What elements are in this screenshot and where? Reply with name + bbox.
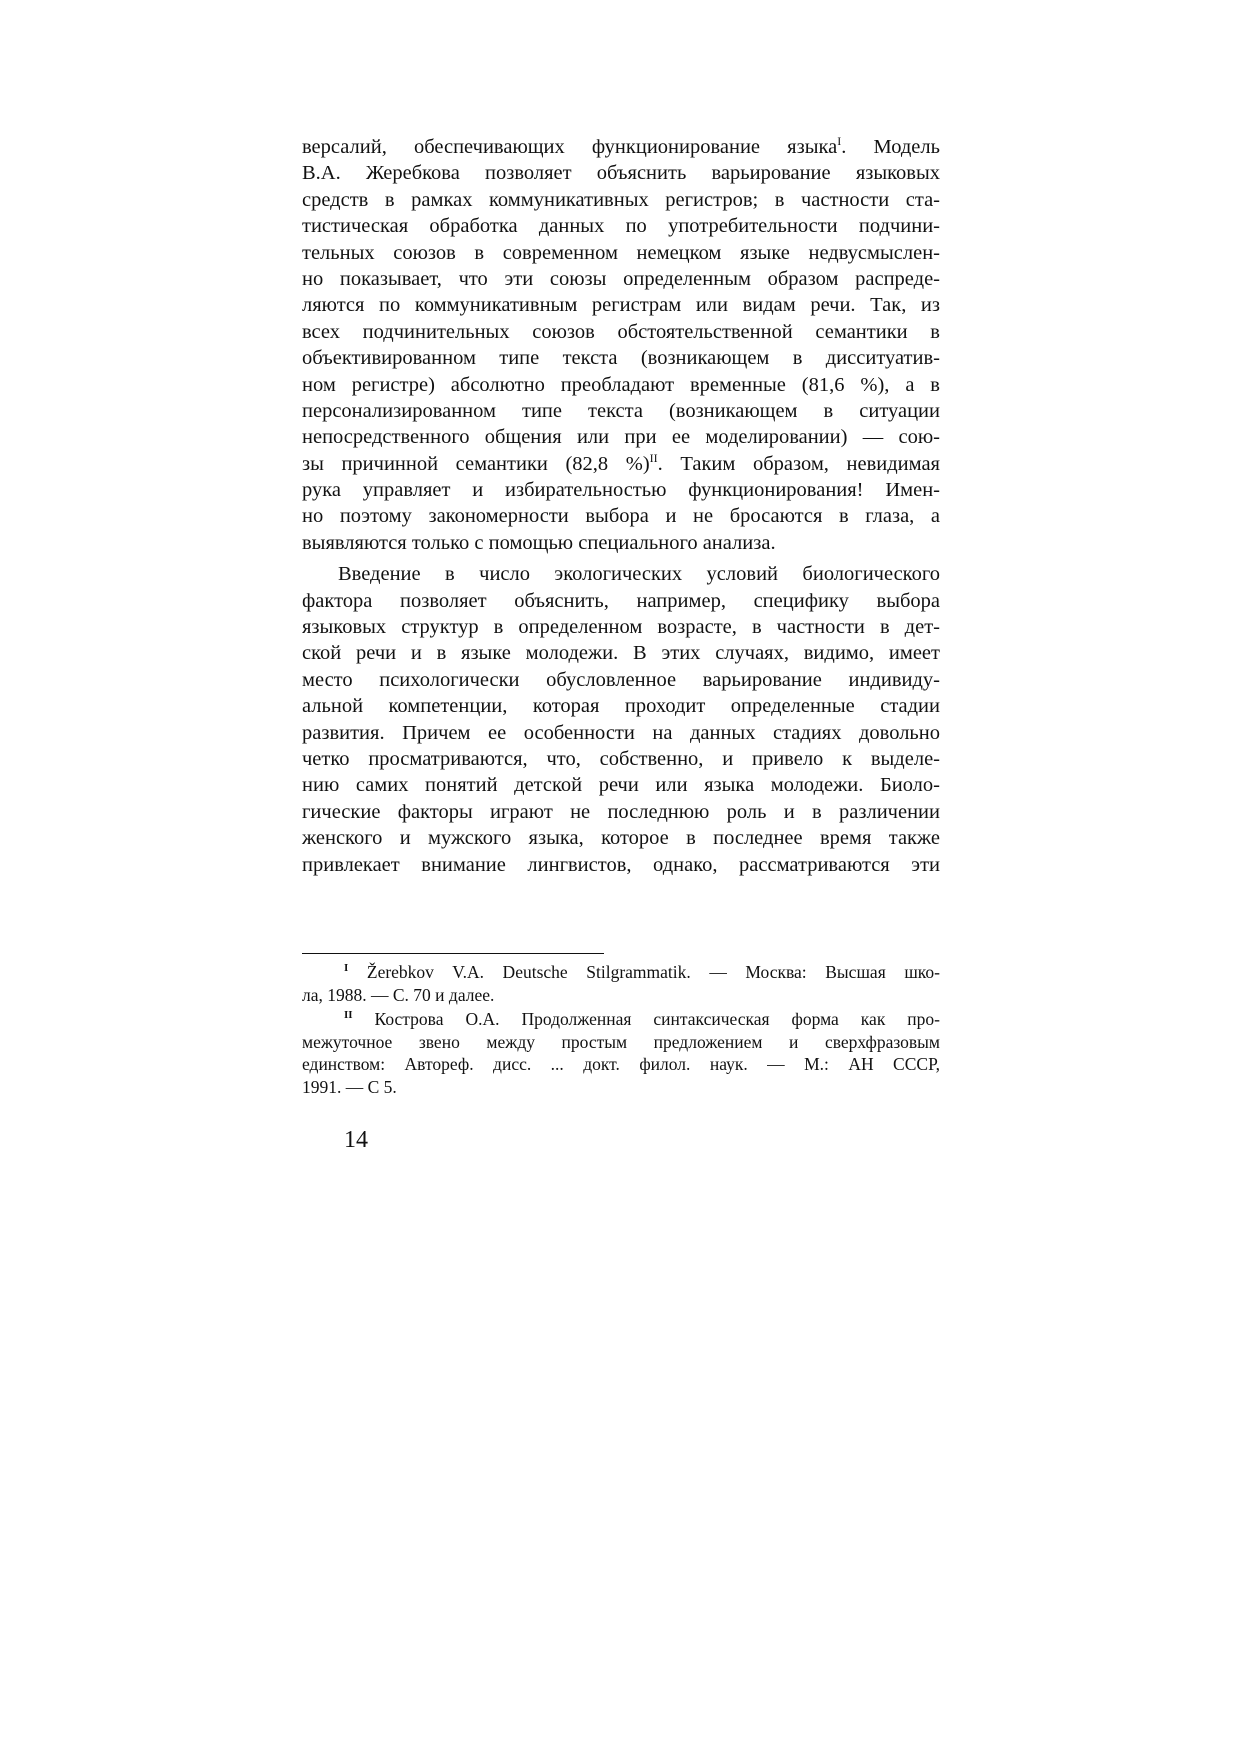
text-line: выявляются только с помощью специального анализа.: [302, 531, 776, 554]
text-line: ном регистре) абсолютно преобладают временные (81,6 %), а в: [302, 373, 940, 396]
text-line: нию самих понятий детской речи или языка молодежи. Биоло-: [302, 774, 940, 797]
text-line: рука управляет и избирательностью функционирования! Имен-: [302, 479, 940, 502]
text-line: привлекает внимание лингвистов, однако, рассматриваются эти: [302, 853, 940, 876]
text-line: тельных союзов в современном немецком языке недвусмыслен-: [302, 241, 940, 264]
text-line: альной компетенции, которая проходит определенные стадии: [302, 695, 940, 718]
footnote-mark: II: [344, 1009, 353, 1022]
paragraph-2: [302, 561, 940, 878]
footnote-line: единством: Автореф. дисс. ... докт. филол. наук. — М.: АН СССР,: [302, 1054, 940, 1075]
text-line: ской речи и в языке молодежи. В этих случаях, видимо, имеет: [302, 642, 940, 665]
text-line: развития. Причем ее особенности на данных стадиях довольно: [302, 721, 940, 744]
text-line: гические факторы играют не последнюю роль и в различении: [302, 800, 940, 823]
main-text: [302, 134, 940, 878]
text-line: версалий, обеспечивающих функционирование языка$^I$. Модель: [302, 134, 940, 158]
text-line: тистическая обработка данных по употребительности подчини-: [302, 215, 940, 238]
text-line: средств в рамках коммуникативных регистров; в частности ста-: [302, 188, 940, 211]
text-line: непосредственного общения или при ее моделировании) — сою-: [302, 426, 940, 449]
footnote-line: $^I$ Žerebkov V.A. Deutsche Stilgrammatik. — Москва: Высшая шко-: [344, 962, 940, 982]
text-line: фактора позволяет объяснить, например, специфику выбора: [302, 589, 940, 612]
text-line: четко просматриваются, что, собственно, и привело к выделе-: [302, 747, 940, 770]
text-line: языковых структур в определенном возрасте, в частности в дет-: [302, 616, 940, 639]
footnote-1: [302, 961, 940, 1006]
text-line: женского и мужского языка, которое в последнее время также: [302, 827, 940, 850]
page-number: 14: [344, 1127, 368, 1153]
text-line: но показывает, что эти союзы определенным образом распреде-: [302, 267, 940, 290]
paragraph-1: [302, 134, 940, 556]
text-line: объективированном типе текста (возникающем в дисситуатив-: [302, 347, 940, 370]
text-line: всех подчинительных союзов обстоятельственной семантики в: [302, 320, 940, 343]
text-line: но поэтому закономерности выбора и не бросаются в глаза, а: [302, 505, 940, 528]
footnotes: [302, 961, 940, 1099]
footnote-line: $^{II}$ Кострова О.А. Продолженная синтаксическая форма как про-: [344, 1009, 940, 1030]
text-line: персонализированном типе текста (возникающем в ситуации: [302, 399, 940, 422]
footnote-ref-1: I: [837, 134, 842, 148]
footnote-line: межуточное звено между простым предложением и сверхфразовым: [302, 1031, 940, 1052]
footnote-2: [302, 1008, 940, 1098]
footnote-line: 1991. — С 5.: [302, 1076, 397, 1097]
text-line: зы причинной семантики (82,8 %)$^{II}$. Таким образом, невидимая: [302, 450, 940, 475]
text-line: место психологически обусловленное варьирование индивиду-: [302, 668, 940, 691]
footnote-separator: [302, 953, 604, 954]
text-line: Введение в число экологических условий биологического: [338, 563, 940, 586]
text-line: ляются по коммуникативным регистрам или видам речи. Так, из: [302, 294, 940, 317]
footnote-ref-2: II: [649, 450, 658, 465]
footnote-line: ла, 1988. — С. 70 и далее.: [302, 984, 495, 1005]
footnote-mark: I: [344, 962, 349, 974]
text-line: В.А. Жеребкова позволяет объяснить варьирование языковых: [302, 162, 940, 185]
